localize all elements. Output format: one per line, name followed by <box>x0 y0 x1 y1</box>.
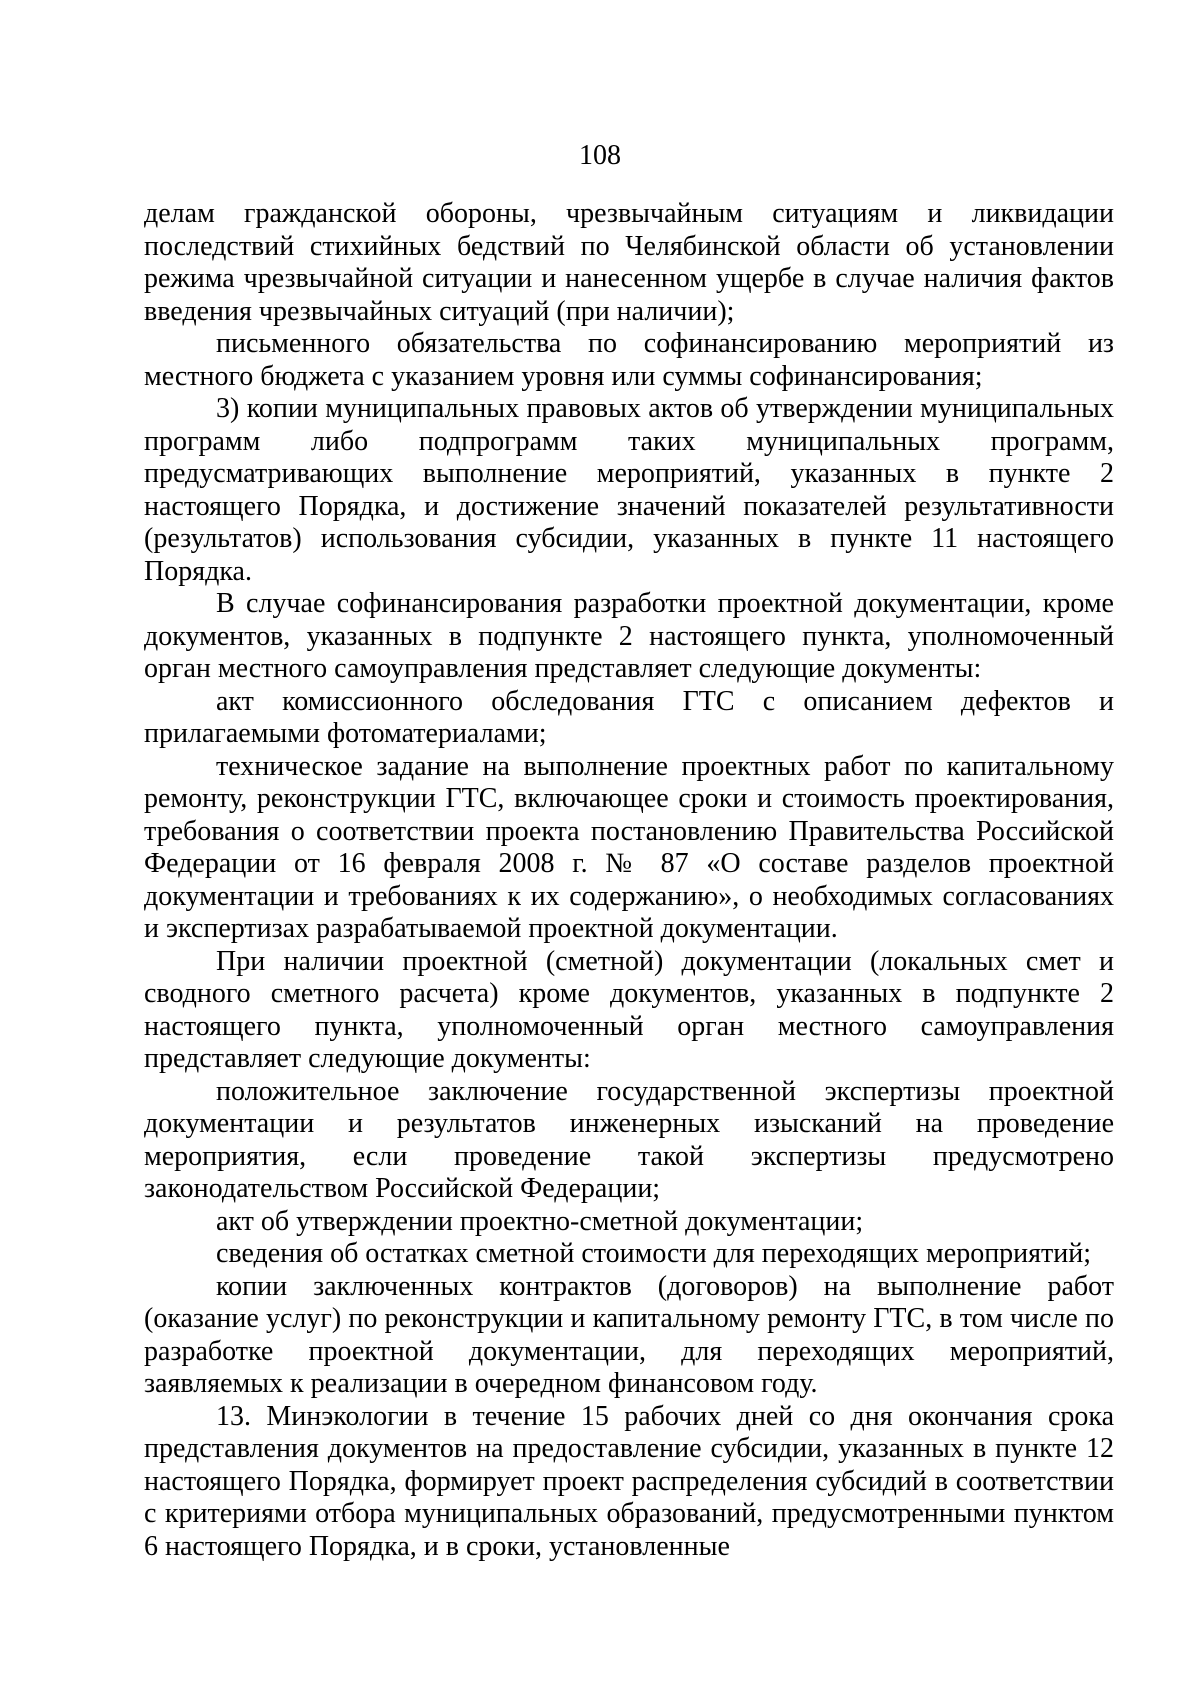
paragraph: 3) копии муниципальных правовых актов об утверждении муниципальных программ либо подпрограмм таких муниципальных программ, предусматривающих выполнение мероприятий, указанных в пункте 2 настоящего Порядка, и достижение значений показателей результативности (результатов) использования субсидии, указанных в пункте 11 настоящего Порядка. <box>144 393 1114 587</box>
paragraph: делам гражданской обороны, чрезвычайным ситуациям и ликвидации последствий стихийных бедствий по Челябинской области об установлении режима чрезвычайной ситуации и нанесенном ущербе в случае наличия фактов введения чрезвычайных ситуаций (при наличии); <box>144 198 1114 327</box>
paragraph: письменного обязательства по софинансированию мероприятий из местного бюджета с указанием уровня или суммы софинансирования; <box>144 328 1114 392</box>
paragraph: акт комиссионного обследования ГТС с описанием дефектов и прилагаемыми фотоматериалами; <box>144 685 1114 749</box>
paragraph: При наличии проектной (сметной) документации (локальных смет и сводного сметного расчета) кроме документов, указанных в подпункте 2 настоящего пункта, уполномоченный орган местного самоуправления представляет следующие документы: <box>144 945 1114 1074</box>
paragraph: положительное заключение государственной экспертизы проектной документации и результатов инженерных изысканий на проведение мероприятия, если проведение такой экспертизы предусмотрено законодательством Российской Федерации; <box>144 1075 1114 1204</box>
paragraph: сведения об остатках сметной стоимости для переходящих мероприятий; <box>216 1238 1092 1269</box>
paragraph: копии заключенных контрактов (договоров) на выполнение работ (оказание услуг) по реконструкции и капитальному ремонту ГТС, в том числе по разработке проектной документации, для переходящих мероприятий, заявляемых к реализации в очередном финансовом году. <box>144 1270 1114 1399</box>
paragraph: 13. Минэкологии в течение 15 рабочих дней со дня окончания срока представления документов на предоставление субсидии, указанных в пункте 12 настоящего Порядка, формирует проект распределения субсидий в соответствии с критериями отбора муниципальных образований, предусмотренными пунктом 6 настоящего Порядка, и в сроки, установленные <box>144 1400 1114 1562</box>
paragraph: В случае софинансирования разработки проектной документации, кроме документов, указанных в подпункте 2 настоящего пункта, уполномоченный орган местного самоуправления представляет следующие документы: <box>144 588 1114 684</box>
paragraph: техническое задание на выполнение проектных работ по капитальному ремонту, реконструкции ГТС, включающее сроки и стоимость проектирования, требования о соответствии проекта постановлению Правительства Российской Федерации от 16 февраля 2008 г. № 87 «О составе разделов проектной документации и требованиях к их содержанию», о необходимых согласованиях и экспертизах разрабатываемой проектной документации. <box>144 750 1114 944</box>
page-number: 108 <box>579 140 621 171</box>
document-body <box>144 198 1114 1563</box>
paragraph: акт об утверждении проектно-сметной документации; <box>216 1205 864 1237</box>
